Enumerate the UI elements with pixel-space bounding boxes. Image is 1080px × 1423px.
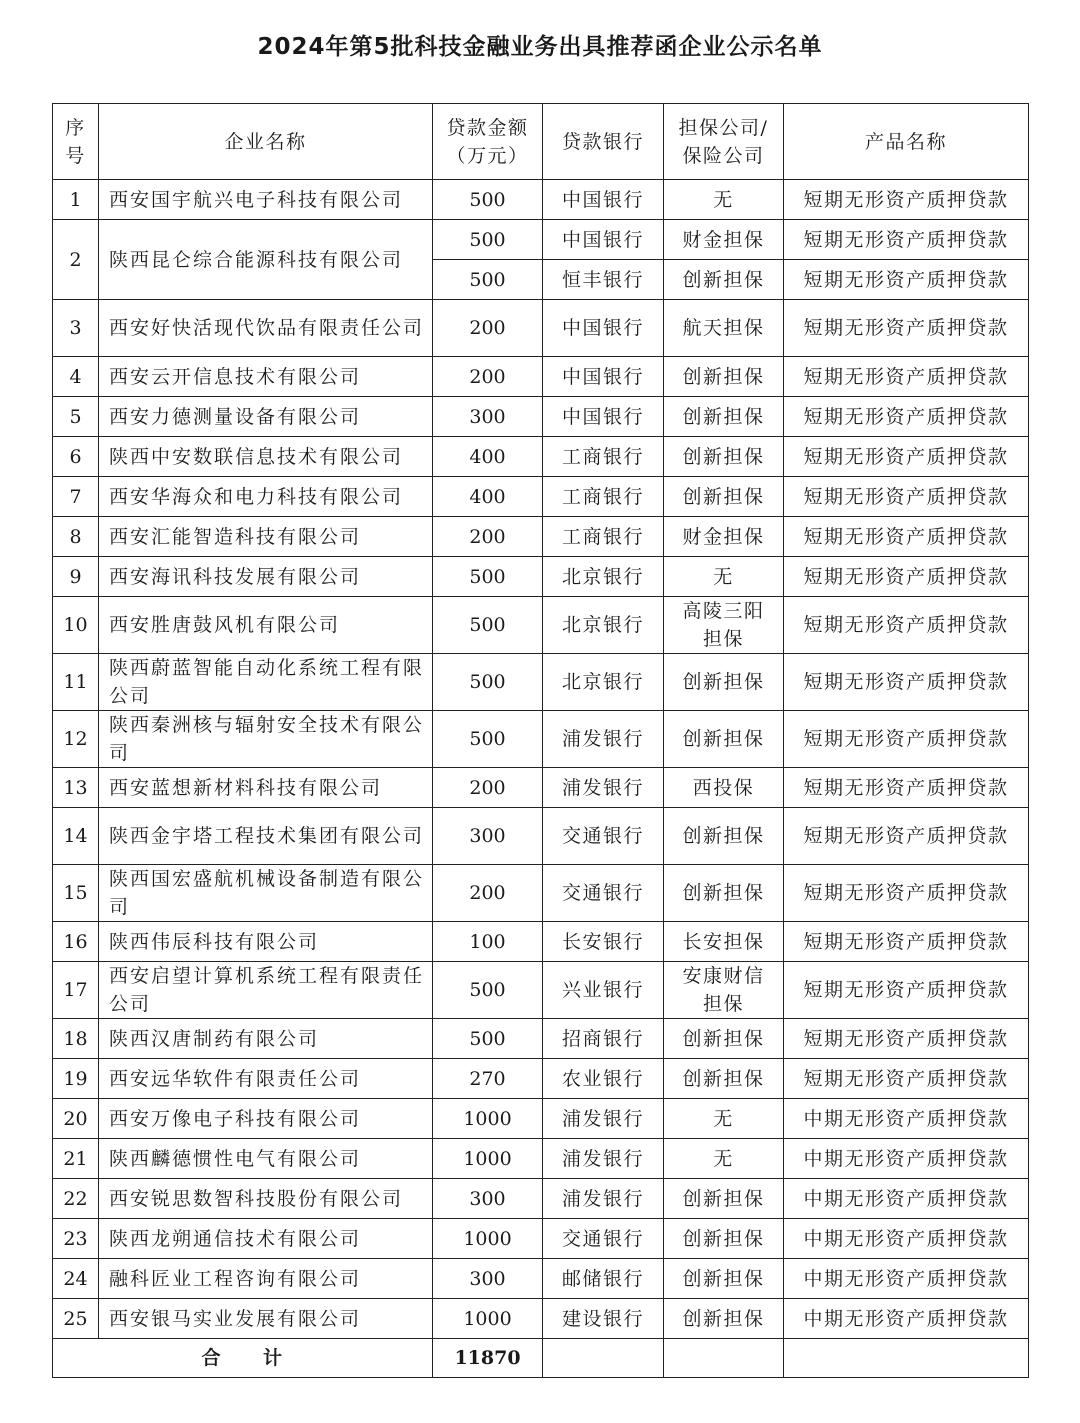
table-row [53, 768, 1029, 808]
cell-seq: 19 [53, 1059, 99, 1099]
cell-seq: 11 [53, 654, 99, 711]
total-amount: 11870 [433, 1339, 543, 1378]
cell-seq: 20 [53, 1099, 99, 1139]
cell-product: 短期无形资产质押贷款 [784, 517, 1029, 557]
cell-product: 中期无形资产质押贷款 [784, 1139, 1029, 1179]
cell-guarantor: 创新担保 [664, 1219, 784, 1259]
cell-bank: 农业银行 [543, 1059, 664, 1099]
cell-guarantor: 创新担保 [664, 1299, 784, 1339]
total-row [53, 1339, 1029, 1378]
cell-amount: 1000 [433, 1299, 543, 1339]
cell-amount: 500 [433, 1019, 543, 1059]
cell-amount: 400 [433, 437, 543, 477]
cell-product: 短期无形资产质押贷款 [784, 922, 1029, 962]
cell-company: 陕西秦洲核与辐射安全技术有限公司 [99, 711, 433, 768]
header-guarantor: 担保公司/保险公司 [664, 104, 784, 180]
cell-amount: 500 [433, 654, 543, 711]
cell-product: 中期无形资产质押贷款 [784, 1179, 1029, 1219]
cell-amount: 400 [433, 477, 543, 517]
table-row [53, 865, 1029, 922]
cell-company: 陕西昆仑综合能源科技有限公司 [99, 220, 433, 300]
cell-guarantor: 创新担保 [664, 711, 784, 768]
cell-product: 中期无形资产质押贷款 [784, 1259, 1029, 1299]
cell-company: 西安启望计算机系统工程有限责任公司 [99, 962, 433, 1019]
cell-bank: 北京银行 [543, 654, 664, 711]
cell-amount: 100 [433, 922, 543, 962]
cell-bank: 中国银行 [543, 180, 664, 220]
cell-guarantor: 西投保 [664, 768, 784, 808]
table-row [53, 654, 1029, 711]
table-row [53, 517, 1029, 557]
cell-product: 短期无形资产质押贷款 [784, 1019, 1029, 1059]
cell-product: 短期无形资产质押贷款 [784, 397, 1029, 437]
table-row [53, 1059, 1029, 1099]
cell-guarantor: 创新担保 [664, 397, 784, 437]
table-row [53, 1019, 1029, 1059]
total-label: 合 计 [53, 1339, 433, 1378]
cell-bank: 中国银行 [543, 300, 664, 357]
cell-bank: 长安银行 [543, 922, 664, 962]
cell-guarantor: 创新担保 [664, 1019, 784, 1059]
cell-seq: 4 [53, 357, 99, 397]
cell-amount: 200 [433, 517, 543, 557]
cell-amount: 500 [433, 557, 543, 597]
cell-product: 短期无形资产质押贷款 [784, 768, 1029, 808]
table-row [53, 397, 1029, 437]
cell-product: 短期无形资产质押贷款 [784, 300, 1029, 357]
cell-product: 短期无形资产质押贷款 [784, 220, 1029, 260]
cell-company: 西安云开信息技术有限公司 [99, 357, 433, 397]
cell-amount: 200 [433, 865, 543, 922]
header-product: 产品名称 [784, 104, 1029, 180]
cell-guarantor: 长安担保 [664, 922, 784, 962]
cell-bank: 北京银行 [543, 557, 664, 597]
cell-guarantor: 创新担保 [664, 437, 784, 477]
cell-company: 西安胜唐鼓风机有限公司 [99, 597, 433, 654]
cell-product: 短期无形资产质押贷款 [784, 477, 1029, 517]
table-row [53, 1139, 1029, 1179]
cell-seq: 7 [53, 477, 99, 517]
table-row [53, 1219, 1029, 1259]
table-row [53, 922, 1029, 962]
cell-guarantor: 创新担保 [664, 260, 784, 300]
cell-company: 西安力德测量设备有限公司 [99, 397, 433, 437]
table-row [53, 557, 1029, 597]
company-list-table [52, 103, 1029, 1378]
header-company: 企业名称 [99, 104, 433, 180]
cell-amount: 300 [433, 808, 543, 865]
cell-amount: 1000 [433, 1219, 543, 1259]
cell-guarantor: 财金担保 [664, 220, 784, 260]
cell-seq: 10 [53, 597, 99, 654]
cell-guarantor: 无 [664, 180, 784, 220]
cell-seq: 16 [53, 922, 99, 962]
table-row [53, 180, 1029, 220]
cell-company: 西安万像电子科技有限公司 [99, 1099, 433, 1139]
table-row [53, 597, 1029, 654]
cell-product: 短期无形资产质押贷款 [784, 962, 1029, 1019]
cell-bank: 恒丰银行 [543, 260, 664, 300]
cell-product: 短期无形资产质押贷款 [784, 808, 1029, 865]
header-seq: 序号 [53, 104, 99, 180]
cell-company: 陕西蔚蓝智能自动化系统工程有限公司 [99, 654, 433, 711]
cell-product: 短期无形资产质押贷款 [784, 437, 1029, 477]
cell-guarantor: 创新担保 [664, 865, 784, 922]
cell-guarantor: 创新担保 [664, 1059, 784, 1099]
cell-seq: 25 [53, 1299, 99, 1339]
cell-company: 西安好快活现代饮品有限责任公司 [99, 300, 433, 357]
cell-product: 短期无形资产质押贷款 [784, 557, 1029, 597]
cell-amount: 500 [433, 180, 543, 220]
cell-amount: 270 [433, 1059, 543, 1099]
table-row [53, 220, 1029, 260]
cell-product: 短期无形资产质押贷款 [784, 260, 1029, 300]
cell-amount: 500 [433, 711, 543, 768]
table-row [53, 1099, 1029, 1139]
header-bank: 贷款银行 [543, 104, 664, 180]
cell-bank: 浦发银行 [543, 1179, 664, 1219]
cell-bank: 浦发银行 [543, 1099, 664, 1139]
cell-amount: 1000 [433, 1099, 543, 1139]
cell-product: 短期无形资产质押贷款 [784, 654, 1029, 711]
cell-company: 西安国宇航兴电子科技有限公司 [99, 180, 433, 220]
cell-guarantor: 创新担保 [664, 1259, 784, 1299]
cell-bank: 中国银行 [543, 397, 664, 437]
cell-company: 陕西汉唐制药有限公司 [99, 1019, 433, 1059]
cell-bank: 交通银行 [543, 865, 664, 922]
cell-guarantor: 财金担保 [664, 517, 784, 557]
cell-bank: 工商银行 [543, 437, 664, 477]
table-header-row [53, 104, 1029, 180]
cell-guarantor: 创新担保 [664, 477, 784, 517]
table-row [53, 1299, 1029, 1339]
total-empty-guarantor [664, 1339, 784, 1378]
cell-amount: 300 [433, 1179, 543, 1219]
cell-seq: 18 [53, 1019, 99, 1059]
cell-seq: 13 [53, 768, 99, 808]
table-row [53, 808, 1029, 865]
page-title: 2024年第5批科技金融业务出具推荐函企业公示名单 [257, 34, 823, 60]
cell-seq: 6 [53, 437, 99, 477]
table-row [53, 711, 1029, 768]
cell-guarantor: 创新担保 [664, 808, 784, 865]
cell-guarantor: 无 [664, 1099, 784, 1139]
cell-seq: 12 [53, 711, 99, 768]
table-row [53, 300, 1029, 357]
cell-company: 陕西伟辰科技有限公司 [99, 922, 433, 962]
cell-seq: 15 [53, 865, 99, 922]
cell-amount: 200 [433, 300, 543, 357]
cell-guarantor: 创新担保 [664, 654, 784, 711]
cell-seq: 9 [53, 557, 99, 597]
cell-company: 陕西国宏盛航机械设备制造有限公司 [99, 865, 433, 922]
cell-product: 短期无形资产质押贷款 [784, 711, 1029, 768]
cell-product: 中期无形资产质押贷款 [784, 1099, 1029, 1139]
table-row [53, 437, 1029, 477]
cell-guarantor: 无 [664, 1139, 784, 1179]
cell-bank: 兴业银行 [543, 962, 664, 1019]
cell-bank: 中国银行 [543, 220, 664, 260]
cell-company: 陕西金宇塔工程技术集团有限公司 [99, 808, 433, 865]
cell-amount: 200 [433, 357, 543, 397]
cell-seq: 14 [53, 808, 99, 865]
cell-guarantor: 创新担保 [664, 1179, 784, 1219]
cell-bank: 北京银行 [543, 597, 664, 654]
cell-guarantor: 无 [664, 557, 784, 597]
cell-seq: 2 [53, 220, 99, 300]
cell-amount: 300 [433, 397, 543, 437]
cell-amount: 500 [433, 220, 543, 260]
table-row [53, 357, 1029, 397]
cell-bank: 中国银行 [543, 357, 664, 397]
cell-amount: 300 [433, 1259, 543, 1299]
cell-amount: 200 [433, 768, 543, 808]
cell-company: 陕西麟德惯性电气有限公司 [99, 1139, 433, 1179]
cell-guarantor: 创新担保 [664, 357, 784, 397]
cell-company: 西安华海众和电力科技有限公司 [99, 477, 433, 517]
cell-bank: 交通银行 [543, 1219, 664, 1259]
cell-seq: 8 [53, 517, 99, 557]
cell-company: 西安海讯科技发展有限公司 [99, 557, 433, 597]
cell-bank: 工商银行 [543, 517, 664, 557]
cell-company: 西安远华软件有限责任公司 [99, 1059, 433, 1099]
cell-product: 短期无形资产质押贷款 [784, 180, 1029, 220]
cell-seq: 17 [53, 962, 99, 1019]
cell-company: 陕西龙朔通信技术有限公司 [99, 1219, 433, 1259]
cell-bank: 工商银行 [543, 477, 664, 517]
cell-product: 短期无形资产质押贷款 [784, 357, 1029, 397]
table-row [53, 962, 1029, 1019]
cell-guarantor: 航天担保 [664, 300, 784, 357]
cell-bank: 浦发银行 [543, 768, 664, 808]
cell-amount: 500 [433, 260, 543, 300]
cell-product: 中期无形资产质押贷款 [784, 1219, 1029, 1259]
cell-guarantor: 高陵三阳担保 [664, 597, 784, 654]
table-row [53, 477, 1029, 517]
total-empty-product [784, 1339, 1029, 1378]
cell-product: 中期无形资产质押贷款 [784, 1299, 1029, 1339]
cell-seq: 24 [53, 1259, 99, 1299]
cell-company: 西安蓝想新材料科技有限公司 [99, 768, 433, 808]
cell-amount: 1000 [433, 1139, 543, 1179]
cell-bank: 浦发银行 [543, 1139, 664, 1179]
cell-bank: 建设银行 [543, 1299, 664, 1339]
cell-product: 短期无形资产质押贷款 [784, 597, 1029, 654]
cell-amount: 500 [433, 962, 543, 1019]
cell-seq: 21 [53, 1139, 99, 1179]
cell-bank: 交通银行 [543, 808, 664, 865]
cell-amount: 500 [433, 597, 543, 654]
cell-company: 陕西中安数联信息技术有限公司 [99, 437, 433, 477]
cell-seq: 23 [53, 1219, 99, 1259]
total-empty-bank [543, 1339, 664, 1378]
cell-seq: 5 [53, 397, 99, 437]
cell-product: 短期无形资产质押贷款 [784, 1059, 1029, 1099]
cell-seq: 3 [53, 300, 99, 357]
table-row [53, 1259, 1029, 1299]
cell-product: 短期无形资产质押贷款 [784, 865, 1029, 922]
cell-company: 融科匠业工程咨询有限公司 [99, 1259, 433, 1299]
cell-company: 西安银马实业发展有限公司 [99, 1299, 433, 1339]
cell-seq: 22 [53, 1179, 99, 1219]
cell-bank: 邮储银行 [543, 1259, 664, 1299]
cell-company: 西安锐思数智科技股份有限公司 [99, 1179, 433, 1219]
header-amount: 贷款金额（万元） [433, 104, 543, 180]
table-row [53, 1179, 1029, 1219]
cell-bank: 浦发银行 [543, 711, 664, 768]
cell-seq: 1 [53, 180, 99, 220]
cell-company: 西安汇能智造科技有限公司 [99, 517, 433, 557]
cell-bank: 招商银行 [543, 1019, 664, 1059]
cell-guarantor: 安康财信担保 [664, 962, 784, 1019]
